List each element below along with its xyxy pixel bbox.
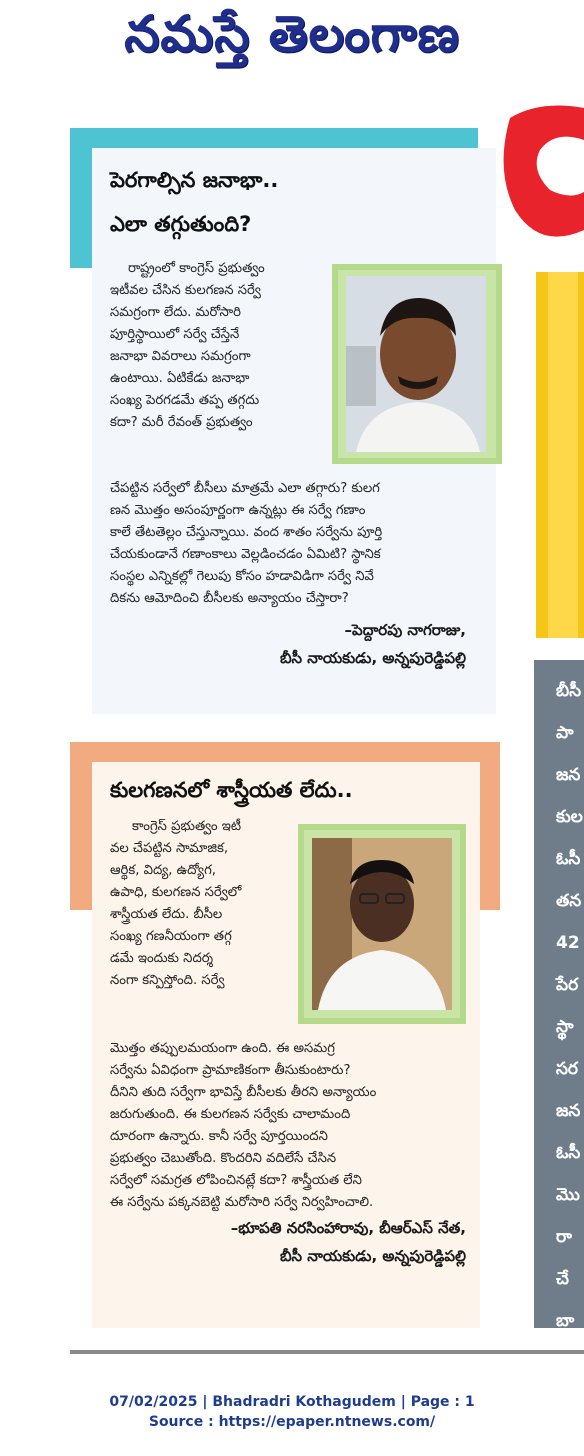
headline-line: పెరగాల్సిన జనాభా.. [110, 168, 279, 192]
article1-body-wide [110, 478, 482, 610]
body-line: సర్వేను ఏవిధంగా ప్రామాణికంగా తీసుకుంటారు? [110, 1063, 351, 1078]
article1-headline [110, 158, 278, 246]
article1-signature [110, 616, 466, 672]
body-line: దికను ఆమోదించి బీసీలకు అన్యాయం చేస్తారా? [110, 591, 349, 606]
signature-line: బీసీ నాయకుడు, అన్నపురెడ్డిపల్లి [279, 1247, 466, 1265]
body-line: ణన మొత్తం అసంపూర్ణంగా ఉన్నట్లు ఈ సర్వే గణాం [110, 503, 366, 518]
body-line: జనాభా వివరాలు సమగ్రంగా [110, 349, 251, 364]
signature-line: –పెద్దారపు నాగరాజు, [344, 621, 466, 639]
fragment-text: ఓసీ [556, 1143, 581, 1163]
body-line: చేపట్టిన సర్వేలో బీసీలు మాత్రమే ఎలా తగ్గారు? కులగ [110, 481, 380, 496]
footer-source-link[interactable]: Source : https://epaper.ntnews.com/ [148, 1414, 436, 1430]
fragment-text: రా [556, 1227, 572, 1247]
fragment-text: జన [556, 765, 581, 785]
fragment-text: పా [556, 723, 574, 743]
headline-line: ఎలా తగ్గుతుంది? [110, 212, 252, 236]
fragment-text: జన [556, 1101, 581, 1121]
fragment-text: బా [556, 1311, 575, 1328]
article2-card [92, 762, 480, 1328]
fragment-text: చే [556, 1269, 569, 1289]
body-line: నంగా కన్పిస్తోంది. సర్వే [110, 973, 225, 988]
masthead-title: నమస్తే తెలంగాణ [124, 4, 460, 63]
signature-line: –భూపతి నరసింహారావు, బీఆర్ఎస్ నేత, [230, 1219, 466, 1237]
yellow-band-decoration [536, 272, 584, 638]
body-line: ఉంటాయి. ఏటికేడు జనాభా [110, 371, 250, 386]
body-line: పూర్తిస్థాయిలో సర్వే చేస్తేనే [110, 327, 240, 342]
body-line: సంఖ్య గణనీయంగా తగ్గ [110, 929, 232, 944]
article2-photo-frame [298, 824, 466, 1024]
fragment-text: తన [556, 891, 582, 911]
body-line: వల చేపట్టిన సామాజిక, [110, 841, 229, 856]
fragment-text: కుల [556, 807, 583, 827]
body-line: కదా? మరీ రేవంత్ ప్రభుత్వం [110, 415, 253, 430]
fragment-text: ఓసీ [556, 849, 581, 869]
article2-signature [110, 1214, 466, 1270]
page-footer [0, 1392, 584, 1432]
body-line: సంస్థల ఎన్నికల్లో గెలుపు కోసం హడావిడిగా సర్వే నివే [110, 569, 374, 584]
red-logo-graphic [500, 100, 584, 250]
body-line: రాష్ట్రంలో కాంగ్రెస్ ప్రభుత్వం [128, 261, 265, 276]
body-line: కాలే తేటతెల్లం చేస్తున్నాయి. వంద శాతం సర్వేను పూర్తి [110, 525, 383, 540]
body-line: చేయకుండానే గణాంకాలు వెల్లడించడం ఏమిటి? స్థానిక [110, 547, 381, 562]
body-line: దీనిని తుది సర్వేగా భావిస్తే బీసీలకు తీరని అన్యాయం [110, 1085, 377, 1100]
body-line: సర్వేలో సమగ్రత లోపించినట్లే కదా? శాస్త్రీయత లేని [110, 1173, 362, 1188]
article2-author-photo [312, 838, 452, 1010]
body-line: దూరంగా ఉన్నారు. కానీ సర్వే పూర్తయిందని [110, 1129, 328, 1144]
body-line: ఉపాధి, కులగణన సర్వేలో [110, 885, 242, 900]
body-line: మొత్తం తప్పులమయంగా ఉంది. ఈ అసమగ్ర [110, 1041, 335, 1056]
masthead [0, 0, 584, 80]
body-line: సంఖ్య పెరగడమే తప్ప తగ్గదు [110, 393, 260, 408]
body-line: ఈ సర్వేను పక్కనబెట్టి మరోసారి సర్వే నిర్వహించాలి. [110, 1195, 374, 1210]
article1-card [92, 148, 496, 714]
body-line: ఇటీవల చేసిన కులగణన సర్వే [110, 283, 261, 298]
fragment-text: సర [556, 1059, 579, 1079]
body-line: శాస్త్రీయత లేదు. బీసీల [110, 907, 223, 922]
article2-body-narrow [110, 816, 296, 992]
body-line: డమే ఇందుకు నిదర్శ [110, 951, 214, 966]
footer-date-edition: 07/02/2025 | Bhadradri Kothagudem | Page : 1 [109, 1394, 475, 1410]
article2-headline: కులగణనలో శాస్త్రీయత లేదు.. [110, 778, 353, 802]
signature-line: బీసీ నాయకుడు, అన్నపురెడ్డిపల్లి [279, 649, 466, 667]
body-line: కాంగ్రెస్ ప్రభుత్వం ఇటీ [132, 819, 242, 834]
body-line: జరుగుతుంది. ఈ కులగణన సర్వేకు చాలామంది [110, 1107, 351, 1122]
fragment-text: బీసీ [556, 681, 582, 701]
article1-photo-frame [332, 264, 502, 464]
body-line: ఆర్థిక, విద్య, ఉద్యోగ, [110, 863, 216, 878]
fragment-text: పేర [556, 975, 579, 995]
fragment-text: 42 [556, 933, 580, 953]
article1-author-photo [346, 276, 486, 452]
fragment-text: మొ [556, 1185, 580, 1205]
body-line: సమగ్రంగా లేదు. మరోసారి [110, 305, 241, 320]
fragment-text: స్థా [556, 1017, 574, 1037]
article2-body-wide [110, 1038, 470, 1214]
divider-rule [70, 1350, 584, 1354]
body-line: ప్రభుత్వం చెబుతోంది. కొందరిని వదిలేసే చేసిన [110, 1151, 337, 1166]
article1-body-narrow [110, 258, 332, 434]
adjacent-article-fragment [534, 660, 584, 1328]
